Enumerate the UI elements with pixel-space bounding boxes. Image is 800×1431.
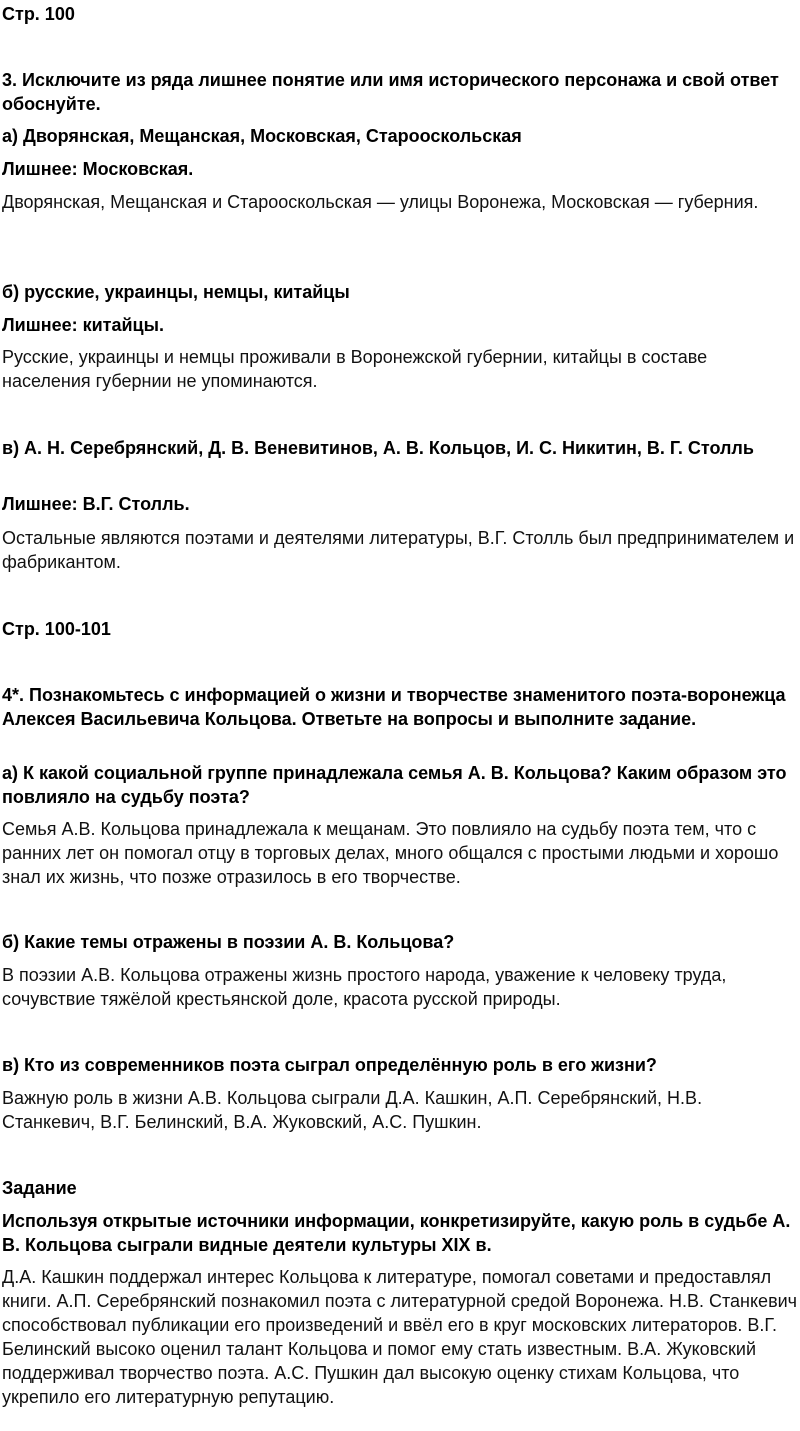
task-3b-question: б) русские, украинцы, немцы, китайцы [2,282,350,302]
task-4-title: 4*. Познакомьтесь с информацией о жизни и творчестве знаменитого поэта-воронежца Алексея Васильевича Кольцова. Ответьте на вопросы и выполните задание. [2,685,786,729]
task-3a-answer-label: Лишнее: Московская. [2,159,194,179]
page-heading-100-101: Стр. 100-101 [2,619,111,639]
task-3a-question: а) Дворянская, Мещанская, Московская, Старооскольская [2,126,522,146]
task-4c-question: в) Кто из современников поэта сыграл определённую роль в его жизни? [2,1055,657,1075]
task-3c-answer-label: Лишнее: В.Г. Столль. [2,494,190,514]
task-4b-answer: В поэзии А.В. Кольцова отражены жизнь простого народа, уважение к человеку труда, сочувствие тяжёлой крестьянской доле, красота русской природы. [2,965,727,1009]
assignment-answer: Д.А. Кашкин поддержал интерес Кольцова к литературе, помогал советами и предоставлял книги. А.П. Серебрянский познакомил поэта с литературной средой Воронежа. Н.В. Станкевич способствовал публикации его произведений и ввёл его в круг московских литераторов. В.Г. Белинский высоко оценил талант Кольцова и помог ему стать известным. В.А. Жуковский поддерживал творчество поэта. А.С. Пушкин дал высокую оценку стихам Кольцова, что укрепило его литературную репутацию. [2,1267,798,1407]
task-3-title: 3. Исключите из ряда лишнее понятие или имя исторического персонажа и свой ответ обоснуйте. [2,70,779,114]
task-3b-answer-label: Лишнее: китайцы. [2,315,164,335]
task-4a-question: а) К какой социальной группе принадлежала семья А. В. Кольцова? Каким образом это повлияло на судьбу поэта? [2,763,787,807]
task-4b-question: б) Какие темы отражены в поэзии А. В. Кольцова? [2,932,455,952]
task-3b-explanation: Русские, украинцы и немцы проживали в Воронежской губернии, китайцы в составе населения губернии не упоминаются. [2,347,708,391]
assignment-question: Используя открытые источники информации, конкретизируйте, какую роль в судьбе А. В. Кольцова сыграли видные деятели культуры XIX в. [2,1211,791,1255]
assignment-label: Задание [2,1178,77,1198]
task-4a-answer: Семья А.В. Кольцова принадлежала к мещанам. Это повлияло на судьбу поэта тем, что с ранних лет он помогал отцу в торговых делах, много общался с простыми людьми и хорошо знал их жизнь, что позже отразилось в его творчестве. [2,819,779,887]
task-3c-question: в) А. Н. Серебрянский, Д. В. Веневитинов, А. В. Кольцов, И. С. Никитин, В. Г. Столль [2,438,754,458]
task-4c-answer: Важную роль в жизни А.В. Кольцова сыграли Д.А. Кашкин, А.П. Серебрянский, Н.В. Станкевич, В.Г. Белинский, В.А. Жуковский, А.С. Пушкин. [2,1088,703,1132]
page-heading-100: Стр. 100 [2,4,75,24]
task-3c-explanation: Остальные являются поэтами и деятелями литературы, В.Г. Столль был предпринимателем и фабрикантом. [2,528,795,572]
task-3a-explanation: Дворянская, Мещанская и Старооскольская — улицы Воронежа, Московская — губерния. [2,192,759,212]
